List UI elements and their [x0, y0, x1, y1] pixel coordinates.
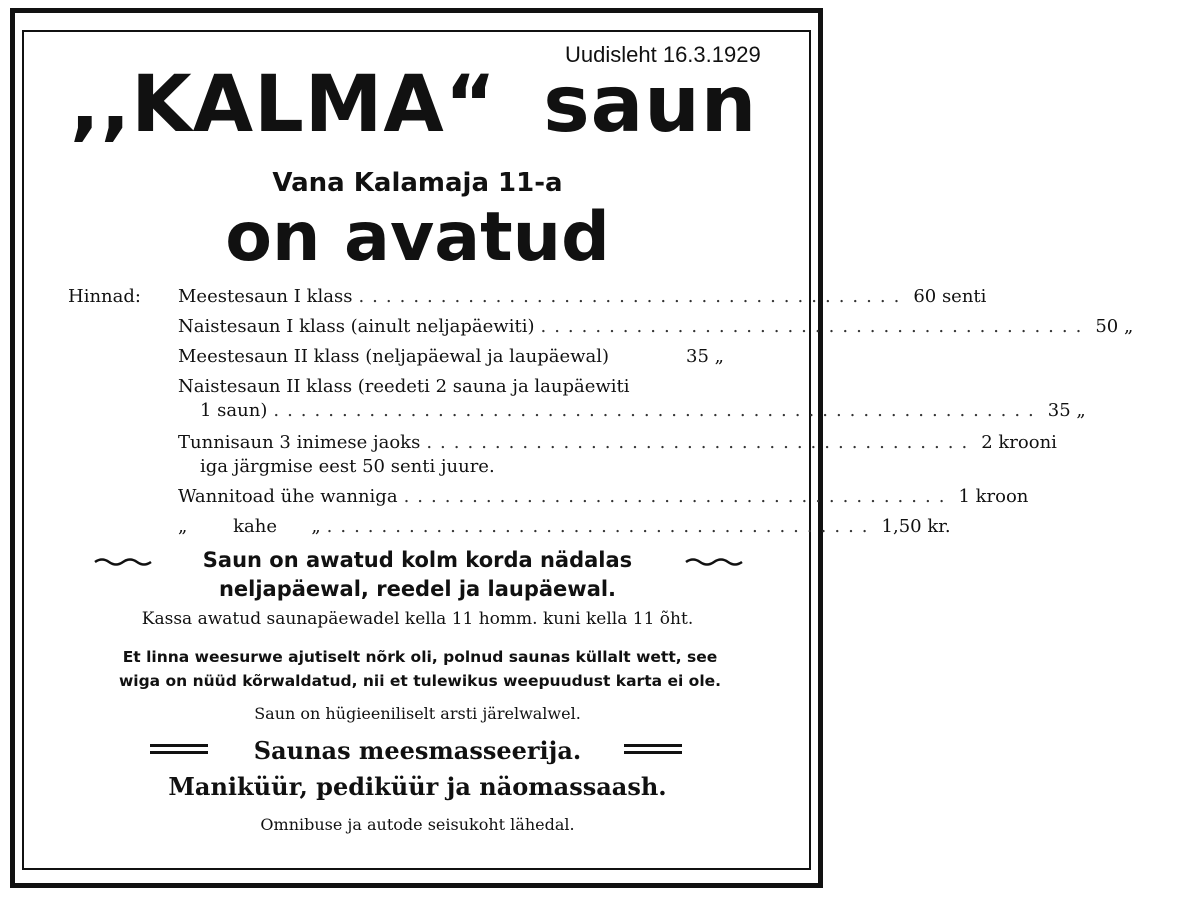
leader-dots: ........................................ — [358, 286, 908, 307]
price-row-name: Naistesaun I klass (ainult neljapäewiti) — [178, 316, 535, 337]
headline-quote-close: “ — [444, 60, 498, 150]
water-notice-line-2: wiga on nüüd kõrwaldatud, nii et tulewikus weepuudust karta ei ole. — [118, 672, 722, 690]
cash-hours: Kassa awatud saunapäewadel kella 11 homm. kuni kella 11 õht. — [141, 609, 694, 629]
massage-line-1: Saunas meesmasseerija. — [253, 736, 582, 765]
address: Vana Kalamaja 11-a — [272, 168, 563, 198]
schedule-line-2: neljapäewal, reedel ja laupäewal. — [218, 577, 617, 601]
price-row-price: 1,50 kr. — [881, 516, 951, 537]
leader-dots: ........................................ — [326, 516, 876, 537]
massage-line-2: Maniküür, pediküür ja näomassaash. — [168, 772, 667, 801]
schedule-line-1: Saun on awatud kolm korda nädalas — [202, 548, 633, 572]
price-row — [178, 346, 768, 367]
open-text: on avatud — [225, 198, 610, 277]
leader-dots: ........................................ — [403, 486, 953, 507]
leader-dots — [609, 346, 686, 367]
price-row-name: Wannitoad ühe wanniga — [178, 486, 398, 507]
bus-stop-note: Omnibuse ja autode seisukoht lähedal. — [260, 815, 575, 834]
leader-dots: ........................................ — [426, 432, 976, 453]
price-row-name: Meestesaun I klass — [178, 286, 353, 307]
price-row-name: 1 saun) — [200, 400, 268, 421]
price-row-price: 35 „ — [1047, 400, 1086, 421]
price-row — [178, 486, 1029, 507]
source-label: Uudisleht 16.3.1929 — [565, 42, 761, 67]
headline-quote-open: ,, — [70, 60, 132, 150]
price-row — [200, 456, 790, 477]
price-row-name: Tunnisaun 3 inimese jaoks — [178, 432, 421, 453]
headline-name: KALMA — [131, 60, 445, 150]
price-row-price: 50 „ — [1095, 316, 1134, 337]
price-row-name: „ kahe „ — [178, 516, 321, 537]
water-notice-line-1: Et linna weesurwe ajutiselt nõrk oli, polnud saunas küllalt wett, see — [122, 648, 718, 666]
hygiene-note: Saun on hügieeniliselt arsti järelwalwel. — [254, 704, 581, 723]
leader-dots: ........................................ — [540, 316, 1090, 337]
headline-word: saun — [543, 60, 758, 150]
price-row-price: 2 krooni — [981, 432, 1057, 453]
prices-label: Hinnad: — [68, 286, 141, 307]
price-row — [200, 400, 1086, 421]
price-row-price: 35 „ — [686, 346, 724, 367]
price-row-price: 1 kroon — [958, 486, 1029, 507]
price-row — [178, 516, 951, 537]
leader-dots: ........................................................ — [273, 400, 1042, 421]
price-row — [178, 286, 987, 307]
price-row-name: Meestesaun II klass (neljapäewal ja laupäewal) — [178, 346, 610, 367]
headline — [70, 60, 770, 150]
price-row — [178, 432, 1057, 453]
price-row — [178, 316, 1134, 337]
price-row-name: Naistesaun II klass (reedeti 2 sauna ja laupäewiti — [178, 376, 630, 397]
price-row-price: 60 senti — [913, 286, 987, 307]
price-row-name: iga järgmise eest 50 senti juure. — [200, 456, 495, 477]
price-row — [178, 376, 768, 397]
